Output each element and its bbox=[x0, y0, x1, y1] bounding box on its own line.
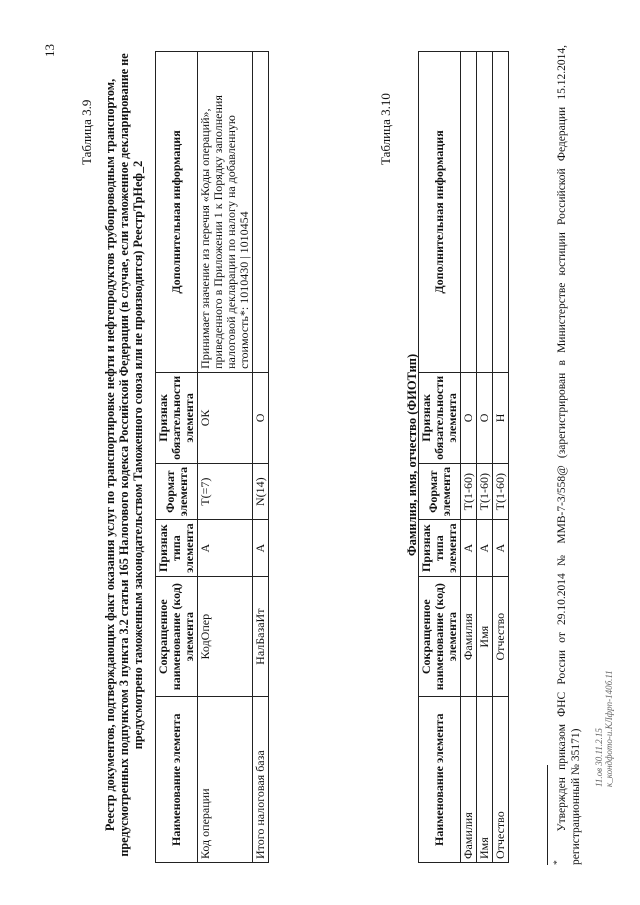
table-cell: Отчество bbox=[493, 697, 509, 863]
footnote-marker: * bbox=[552, 860, 563, 865]
table-cell: N(14) bbox=[253, 463, 269, 519]
table-cell: Принимает значение из перечня «Коды операций», приведенного в Приложении 1 к Порядку заполнения налоговой декларации по налогу на добавленную стоимость*: 1010430 | 1010454 bbox=[198, 52, 253, 373]
stamp-line: к_кондфото-и.КЛфрп-140б.11 bbox=[604, 670, 614, 787]
table-cell: А bbox=[253, 520, 269, 576]
table-3-9 bbox=[155, 51, 269, 863]
table-cell bbox=[253, 52, 269, 373]
table-cell: Имя bbox=[477, 697, 493, 863]
footnote-text: Утвержден приказом ФНС России от 29.10.2014 № ММВ-7-3/558@ (зарегистрирован в Министерстве юстиции Российской Федерации 15.12.2014, регистрационный № 35171) bbox=[555, 45, 582, 865]
header-cell: Признак обязательности элемента bbox=[156, 372, 198, 463]
table-cell: Н bbox=[493, 372, 509, 463]
header-cell: Признак типа элемента bbox=[156, 520, 198, 576]
table-cell: А bbox=[477, 520, 493, 576]
table-row bbox=[477, 52, 493, 863]
header-cell: Наименование элемента bbox=[419, 697, 461, 863]
table-cell: Имя bbox=[477, 576, 493, 697]
header-cell: Сокращенное наименование (код) элемента bbox=[156, 576, 198, 697]
table-cell: T(=7) bbox=[198, 463, 253, 519]
table-header-row bbox=[419, 52, 461, 863]
registration-stamp bbox=[594, 670, 614, 787]
table-3-10-label: Таблица 3.10 bbox=[378, 93, 393, 165]
table-header-row bbox=[156, 52, 198, 863]
table-cell: T(1-60) bbox=[477, 463, 493, 519]
table-row bbox=[198, 52, 253, 863]
table-cell: НалБазаИт bbox=[253, 576, 269, 697]
table-cell: КодОпер bbox=[198, 576, 253, 697]
table-cell bbox=[477, 52, 493, 373]
table-cell: Фамилия bbox=[461, 576, 477, 697]
table-cell bbox=[493, 52, 509, 373]
table-3-10 bbox=[418, 51, 509, 863]
table-row bbox=[461, 52, 477, 863]
footnote-divider bbox=[547, 765, 548, 865]
table-cell: ОК bbox=[198, 372, 253, 463]
table-cell: А bbox=[461, 520, 477, 576]
header-cell: Формат элемента bbox=[156, 463, 198, 519]
header-cell: Признак типа элемента bbox=[419, 520, 461, 576]
table-cell: О bbox=[461, 372, 477, 463]
table-cell: Код операции bbox=[198, 697, 253, 863]
stamp-line: 11.ов 30.11.2.15 bbox=[594, 728, 604, 787]
header-cell: Дополнительная информация bbox=[419, 52, 461, 373]
table-3-9-title: Реестр документов, подтверждающих факт оказания услуг по транспортировке нефти и нефтепродуктов трубопроводным транспортом, предусмотренных подпунктом 3 пункта 3.2 статьи 165 Налогового кодекса Российской Федерации (в случае, если таможенное декларирование не предусмотрено таможенным законодательством Таможенного союза или не производится) РеестрТрНеф_2 bbox=[103, 53, 145, 857]
table-cell: Фамилия bbox=[461, 697, 477, 863]
table-cell: Отчество bbox=[493, 576, 509, 697]
header-cell: Наименование элемента bbox=[156, 697, 198, 863]
table-cell: T(1-60) bbox=[493, 463, 509, 519]
table-cell: А bbox=[493, 520, 509, 576]
table-cell: О bbox=[253, 372, 269, 463]
table-cell bbox=[461, 52, 477, 373]
header-cell: Дополнительная информация bbox=[156, 52, 198, 373]
table-3-9-label: Таблица 3.9 bbox=[79, 99, 94, 165]
page-number: 13 bbox=[42, 44, 57, 57]
footnote bbox=[551, 45, 583, 865]
table-cell: T(1-60) bbox=[461, 463, 477, 519]
table-3-10-title: Фамилия, имя, отчество (ФИОТип) bbox=[405, 353, 419, 557]
header-cell: Сокращенное наименование (код) элемента bbox=[419, 576, 461, 697]
table-cell: А bbox=[198, 520, 253, 576]
table-row bbox=[253, 52, 269, 863]
table-cell: О bbox=[477, 372, 493, 463]
table-cell: Итого налоговая база bbox=[253, 697, 269, 863]
header-cell: Признак обязательности элемента bbox=[419, 372, 461, 463]
table-row bbox=[493, 52, 509, 863]
header-cell: Формат элемента bbox=[419, 463, 461, 519]
